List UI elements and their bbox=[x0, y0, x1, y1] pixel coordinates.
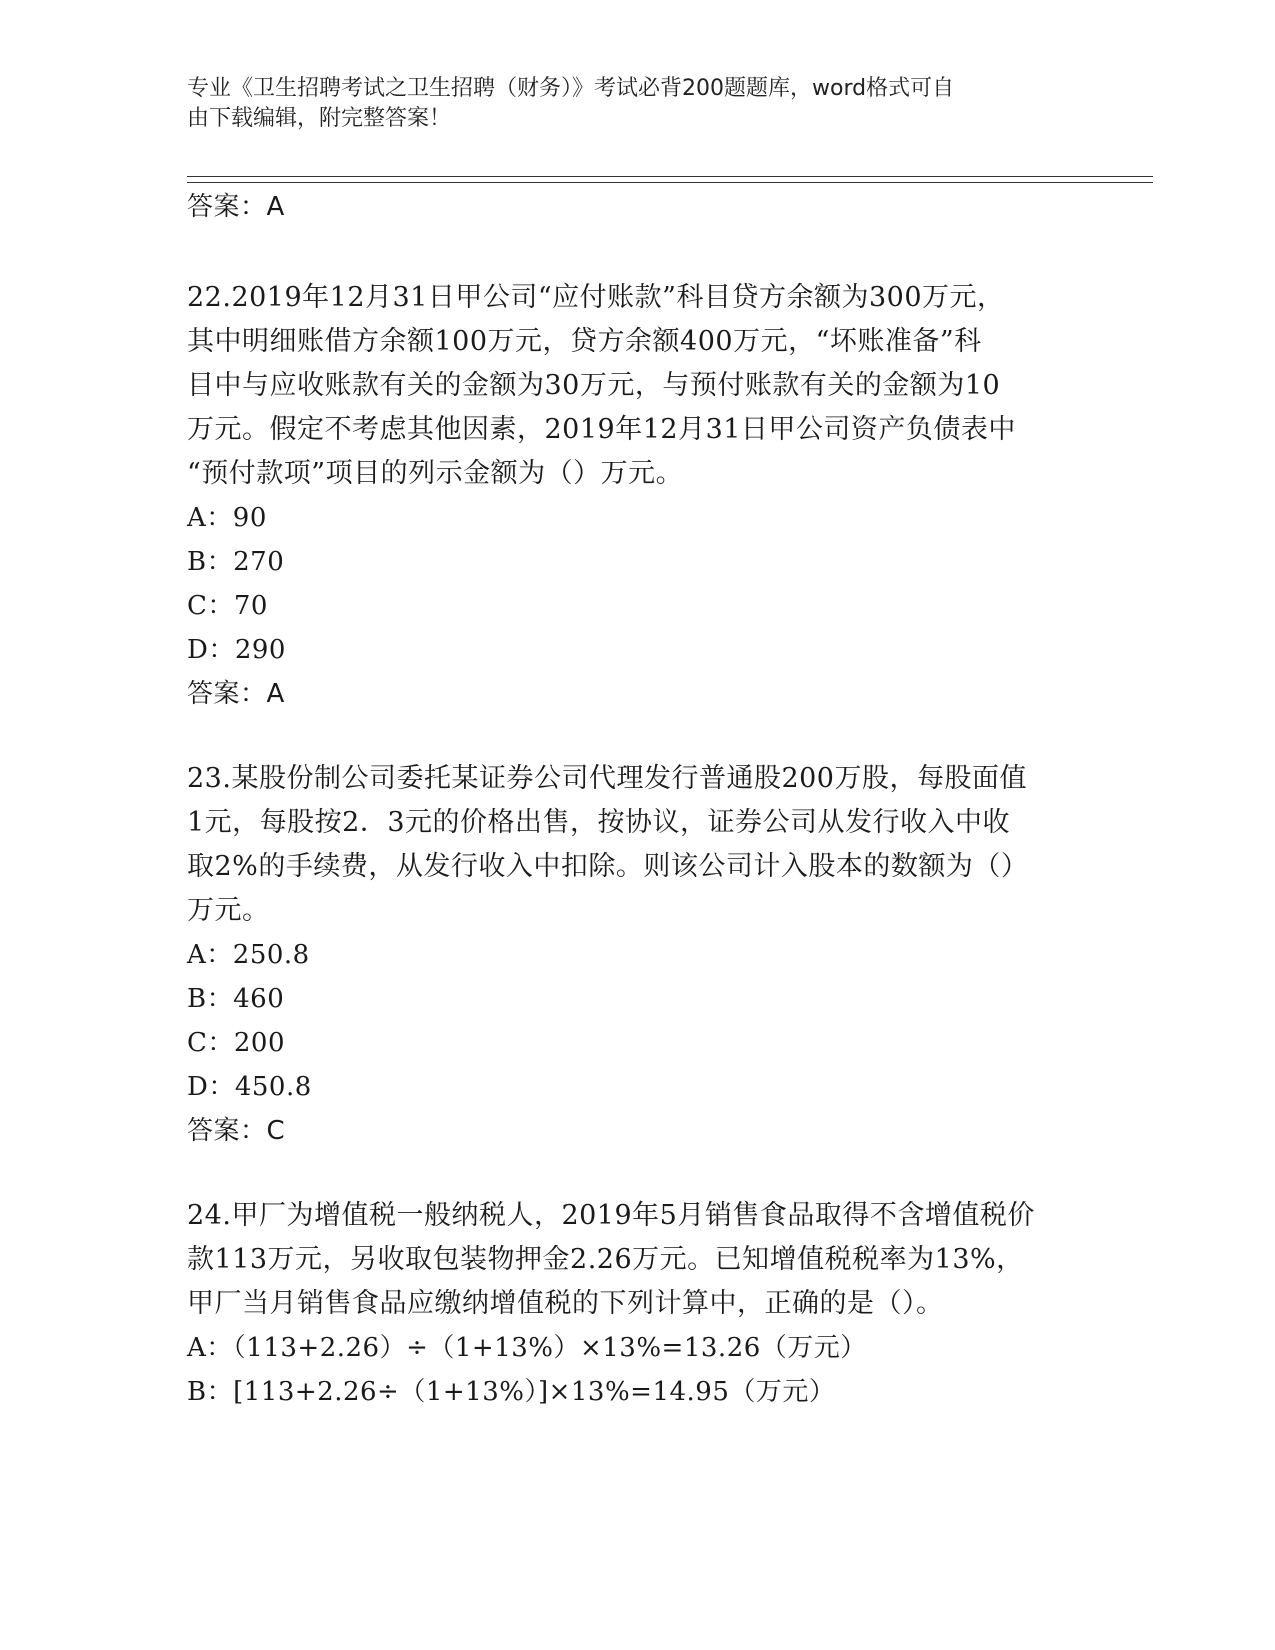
previous-answer: 答案：A bbox=[187, 192, 285, 222]
answer: 答案：C bbox=[187, 1116, 286, 1146]
question-text-line: 取2%的手续费，从发行收入中扣除。则该公司计入股本的数额为（） bbox=[187, 851, 1029, 882]
header-divider-top bbox=[187, 176, 1153, 177]
question-text-line: “预付款项”项目的列示金额为（）万元。 bbox=[187, 458, 684, 489]
header-line-1: 专业《卫生招聘考试之卫生招聘（财务）》考试必背200题题库，word格式可自 bbox=[187, 76, 955, 101]
option-c: C：70 bbox=[187, 591, 268, 621]
question-text-line: 万元。假定不考虑其他因素，2019年12月31日甲公司资产负债表中 bbox=[187, 414, 1016, 445]
header-divider-bottom bbox=[187, 182, 1153, 183]
header-line-2: 由下载编辑，附完整答案！ bbox=[187, 106, 452, 131]
option-a: A：（113+2.26）÷（1+13%）×13%=13.26（万元） bbox=[187, 1333, 867, 1363]
question-text-line: 款113万元，另收取包装物押金2.26万元。已知增值税税率为13%， bbox=[187, 1244, 1024, 1275]
question-text-line: 1元，每股按2．3元的价格出售，按协议，证券公司从发行收入中收 bbox=[187, 807, 1011, 838]
option-a: A：250.8 bbox=[187, 940, 310, 970]
question-text-line: 目中与应收账款有关的金额为30万元，与预付账款有关的金额为10 bbox=[187, 370, 1001, 401]
option-d: D：290 bbox=[187, 635, 286, 665]
question-text-line: 甲厂当月销售食品应缴纳增值税的下列计算中，正确的是（）。 bbox=[187, 1288, 944, 1319]
document-header bbox=[187, 74, 1077, 134]
question-text-line: 22.2019年12月31日甲公司“应付账款”科目贷方余额为300万元， bbox=[187, 282, 1005, 313]
option-c: C：200 bbox=[187, 1028, 286, 1058]
option-d: D：450.8 bbox=[187, 1072, 312, 1102]
question-text-line: 23.某股份制公司委托某证券公司代理发行普通股200万股，每股面值 bbox=[187, 763, 1027, 794]
option-b: B：270 bbox=[187, 547, 285, 577]
option-b: B：460 bbox=[187, 984, 285, 1014]
question-text-line: 24.甲厂为增值税一般纳税人，2019年5月销售食品取得不含增值税价 bbox=[187, 1200, 1035, 1231]
option-b: B：[113+2.26÷（1+13%）]×13%=14.95（万元） bbox=[187, 1377, 836, 1407]
question-text-line: 万元。 bbox=[187, 895, 270, 926]
answer: 答案：A bbox=[187, 679, 285, 709]
option-a: A：90 bbox=[187, 503, 267, 533]
question-text-line: 其中明细账借方余额100万元，贷方余额400万元，“坏账准备”科 bbox=[187, 326, 982, 357]
